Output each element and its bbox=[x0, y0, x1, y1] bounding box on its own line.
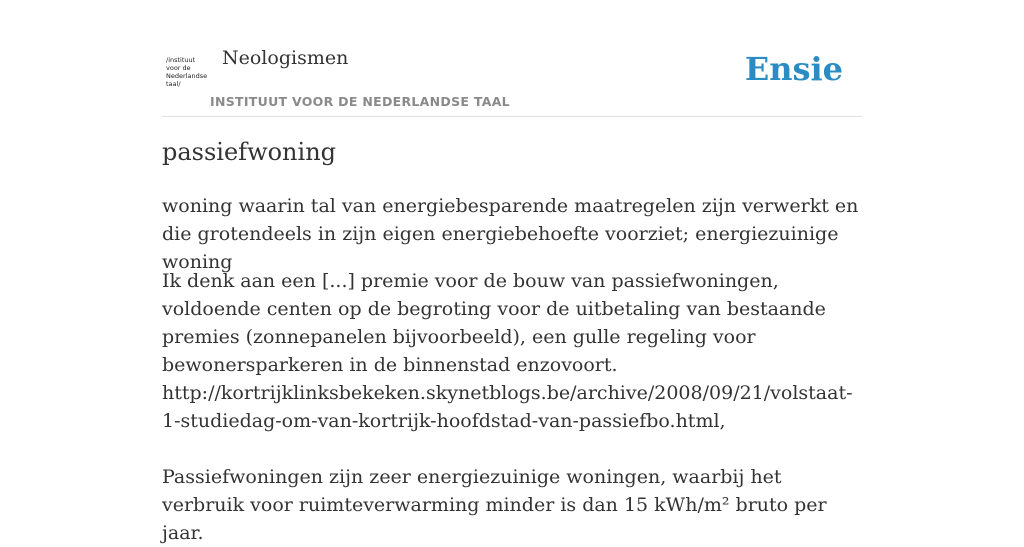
logo-line: /instituut bbox=[166, 56, 196, 64]
logo-line: Nederlandse bbox=[166, 72, 208, 80]
ensie-logo[interactable]: Ensie bbox=[744, 50, 843, 88]
quote-text: Passiefwoningen zijn zeer energiezuinige woningen, waarbij het verbruik voor ruimteverwarming minder is dan 15 kWh/m² bruto per jaar. bbox=[162, 466, 827, 544]
logo-line: taal/ bbox=[166, 80, 181, 88]
institute-logo[interactable] bbox=[166, 56, 208, 90]
quote-text: Ik denk aan een [...] premie voor de bouw van passiefwoningen, voldoende centen op de begroting voor de uitbetaling van bestaande premies (zonnepanelen bijvoorbeeld), een gulle regeling voor bewonersparkeren in de binnenstad enzovoort. bbox=[162, 270, 826, 376]
header bbox=[162, 40, 862, 117]
institute-name: INSTITUUT VOOR DE NEDERLANDSE TAAL bbox=[210, 94, 510, 109]
entry-definition: woning waarin tal van energiebesparende maatregelen zijn verwerkt en die grotendeels in zijn eigen energiebehoefte voorziet; energiezuinige woning bbox=[162, 195, 859, 273]
source-name[interactable]: Neologismen bbox=[222, 47, 349, 69]
quote-spacer bbox=[162, 435, 862, 463]
entry-title: passiefwoning bbox=[162, 138, 337, 166]
quote-source: http://kortrijklinksbekeken.skynetblogs.be/archive/2008/09/21/volstaat-1-studiedag-om-van-kortrijk-hoofdstad-van-passiefbo.html, bbox=[162, 382, 853, 432]
entry-quotes bbox=[162, 267, 862, 547]
logo-line: voor de bbox=[166, 64, 191, 72]
